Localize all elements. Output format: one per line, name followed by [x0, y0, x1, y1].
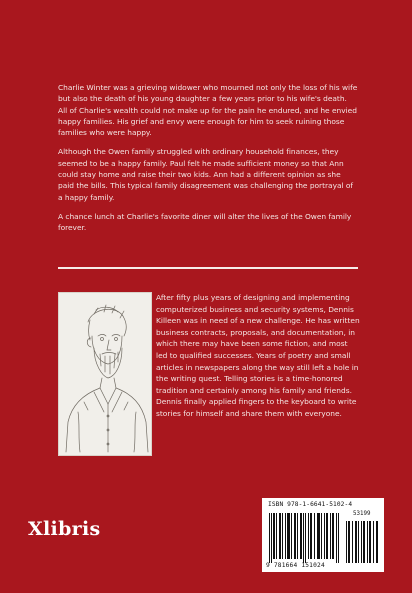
synopsis-paragraph-2: Although the Owen family struggled with ordinary household finances, they seemed to be a happy family. Paul felt he made sufficient money so that Ann could stay home and raise their two kids. Ann had a different opinion as she paid the bills. This typical family disagreement was challenging the portrayal of a happy family. [58, 147, 354, 202]
price-code: 53199 [353, 511, 371, 517]
synopsis [58, 82, 358, 242]
author-bio: After fifty plus years of designing and implementing computerized business and security systems, Dennis Killeen was in need of a new challenge. He has written business contracts, proposals, and documentation, in which there may have been some fiction, and most led to qualified successes. Years of poetry and small articles in newspapers along the way still left a hole in the writing quest. Telling stories is a time-honored tradition and certainly among his family and friends. Dennis finally applied fingers to the keyboard to write stories for himself and share them with everyone. [156, 293, 360, 418]
synopsis-paragraph-3: A chance lunch at Charlie's favorite diner will alter the lives of the Owen family forever. [58, 211, 352, 233]
isbn-label: ISBN 978-1-6641-5102-4 [268, 501, 353, 508]
synopsis-paragraph-1: Charlie Winter was a grieving widower who mourned not only the loss of his wife but also the death of his young daughter a few years prior to his wife's death. All of Charlie's wealth could not make up for the pain he endured, and he envied happy families. His grief and envy were enough for him to seek ruining those families who were happy. [58, 83, 358, 138]
pencil-portrait-icon [58, 292, 152, 456]
publisher-logo: Xlibris [28, 518, 101, 540]
divider [58, 267, 358, 269]
author-portrait-sketch [58, 292, 152, 456]
barcode-bars-icon [266, 509, 380, 563]
isbn-barcode [262, 498, 384, 572]
barcode-digits: 9 781664 151024 [266, 562, 325, 569]
